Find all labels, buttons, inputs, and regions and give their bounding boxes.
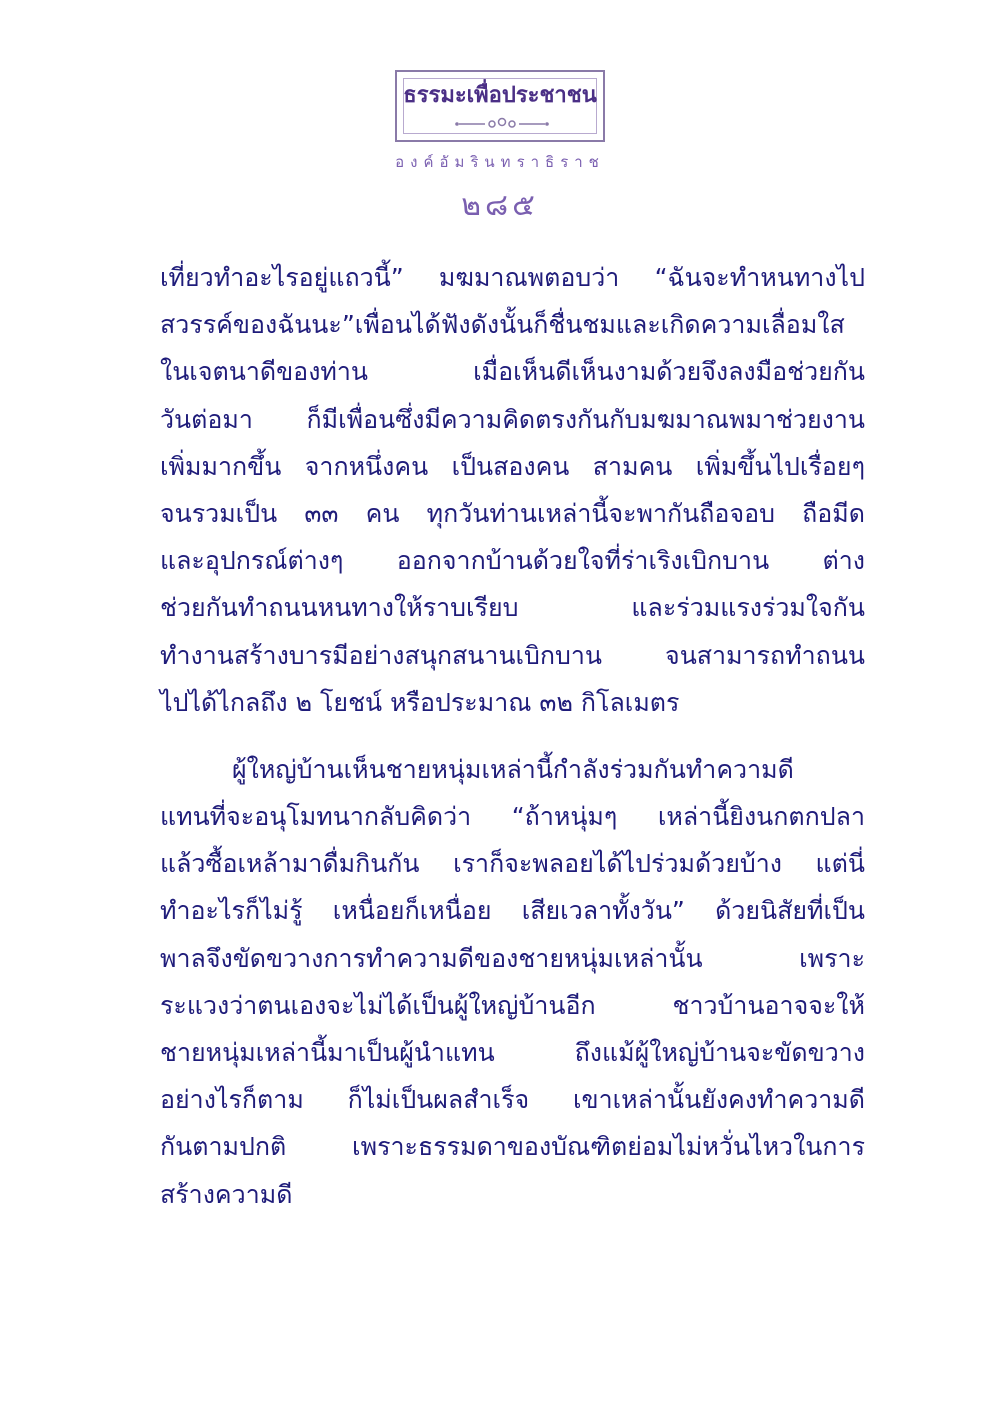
text-line: จนรวมเป็น ๓๓ คน ทุกวันท่านเหล่านี้จะพากันถือจอบ ถือมีด bbox=[160, 498, 865, 528]
text-line: วันต่อมา ก็มีเพื่อนซึ่งมีความคิดตรงกันกับมฆมาณพมาช่วยงาน bbox=[160, 404, 865, 434]
text-line: ในเจตนาดีของท่าน เมื่อเห็นดีเห็นงามด้วยจึงลงมือช่วยกัน bbox=[160, 357, 865, 387]
book-logo bbox=[395, 70, 605, 142]
text-line: และอุปกรณ์ต่างๆ ออกจากบ้านด้วยใจที่ร่าเริงเบิกบาน ต่าง bbox=[160, 546, 865, 576]
text-line: แล้วซื้อเหล้ามาดื่มกินกัน เราก็จะพลอยได้ไปร่วมด้วยบ้าง แต่นี่ bbox=[160, 849, 865, 879]
paragraph-gap bbox=[160, 726, 865, 746]
page-header bbox=[0, 70, 1000, 224]
text-line: ระแวงว่าตนเองจะไม่ได้เป็นผู้ใหญ่บ้านอีก ชาวบ้านอาจจะให้ bbox=[160, 990, 865, 1020]
paragraph bbox=[160, 746, 865, 1218]
author-name: องค์อัมรินทราธิราช bbox=[395, 153, 605, 171]
text-line: ทำอะไรก็ไม่รู้ เหนื่อยก็เหนื่อย เสียเวลาทั้งวัน” ด้วยนิสัยที่เป็น bbox=[160, 896, 865, 926]
text-line: เพิ่มมากขึ้น จากหนึ่งคน เป็นสองคน สามคน เพิ่มขึ้นไปเรื่อยๆ bbox=[160, 451, 865, 481]
page-number: ๒๘๕ bbox=[461, 188, 539, 223]
text-line: พาลจึงขัดขวางการทำความดีของชายหนุ่มเหล่านั้น เพราะ bbox=[160, 943, 865, 973]
ornament-icon bbox=[397, 114, 607, 134]
text-line: ชายหนุ่มเหล่านี้มาเป็นผู้นำแทน ถึงแม้ผู้ใหญ่บ้านจะขัดขวาง bbox=[160, 1038, 865, 1067]
body-text bbox=[160, 254, 865, 1218]
text-line: เที่ยวทำอะไรอยู่แถวนี้” มฆมาณพตอบว่า “ฉันจะทำหนทางไป bbox=[160, 263, 865, 292]
text-line: ผู้ใหญ่บ้านเห็นชายหนุ่มเหล่านี้กำลังร่วมกันทำความดี bbox=[232, 754, 794, 784]
text-line: อย่างไรก็ตาม ก็ไม่เป็นผลสำเร็จ เขาเหล่านั้นยังคงทำความดี bbox=[160, 1085, 865, 1115]
text-line: กันตามปกติ เพราะธรรมดาของบัณฑิตย่อมไม่หวั่นไหวในการ bbox=[160, 1132, 865, 1162]
text-line: สร้างความดี bbox=[160, 1179, 293, 1209]
text-line: สวรรค์ของฉันนะ”เพื่อนได้ฟังดังนั้นก็ชื่นชมและเกิดความเลื่อมใส bbox=[160, 310, 845, 340]
text-line: ทำงานสร้างบารมีอย่างสนุกสนานเบิกบาน จนสามารถทำถนน bbox=[160, 640, 865, 670]
text-line: แทนที่จะอนุโมทนากลับคิดว่า “ถ้าหนุ่มๆ เหล่านี้ยิงนกตกปลา bbox=[160, 802, 865, 832]
paragraph bbox=[160, 254, 865, 726]
book-logo-text: ธรรมะเพื่อประชาชน bbox=[403, 83, 597, 108]
text-line: ไปได้ไกลถึง ๒ โยชน์ หรือประมาณ ๓๒ กิโลเมตร bbox=[160, 687, 680, 717]
text-line: ช่วยกันทำถนนหนทางให้ราบเรียบ และร่วมแรงร่วมใจกัน bbox=[160, 593, 865, 623]
